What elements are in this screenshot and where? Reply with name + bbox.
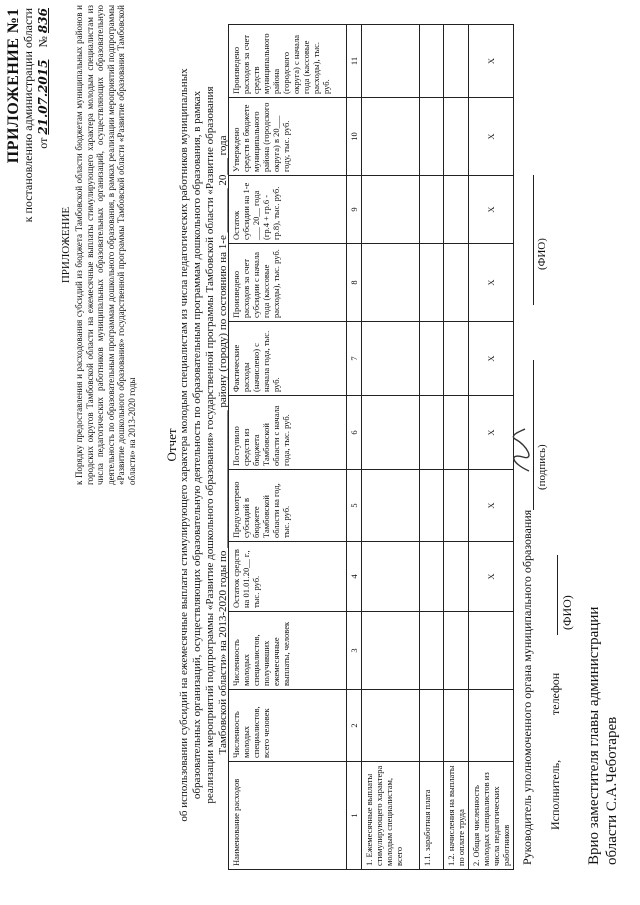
report-line-2: образовательных организаций, осуществляющих образовательную деятельность по образовательным программам дошкольного образования, в рамках [191, 90, 203, 800]
x-mark: X [469, 244, 514, 322]
decree-date: 21.07.2015 [36, 59, 50, 135]
table-cell [362, 25, 420, 98]
row-label: 1. Ежемесячные выплаты стимулирующего характера молодым специалистам, всего [362, 762, 420, 870]
to-decree-text: к постановлению администрации области [21, 8, 35, 223]
report-table [228, 24, 514, 870]
table-cell [420, 470, 444, 542]
report-header [165, 45, 230, 845]
executor-fio-caption: (ФИО) [560, 595, 574, 630]
report-line-3: реализации мероприятий подпрограммы «Развитие дошкольного образования» государственной программы Тамбовской области «Развитие образования [204, 86, 216, 804]
table-cell [444, 542, 469, 612]
table-cell [420, 244, 444, 322]
handwritten-signature [505, 425, 539, 475]
table-cell [420, 396, 444, 470]
header-cell: Остаток средств на 01.01.20__ г., тыс. руб. [229, 542, 347, 612]
x-mark: X [469, 542, 514, 612]
table-cell [469, 690, 514, 762]
table-cell [420, 542, 444, 612]
table-cell [362, 244, 420, 322]
report-line-4: Тамбовской области» на 2013-2020 годы по _________________________ району (городу) по состоянию на 1-е ________ 20___ года [217, 135, 229, 755]
x-mark: X [469, 176, 514, 244]
deputy-name: области С.А.Чеботарев [604, 716, 620, 865]
header-cell: Произведено расходов за счет субсидии с начала года (кассовые расходы), тыс. руб. [229, 244, 347, 322]
table-cell [444, 98, 469, 176]
table-cell [444, 690, 469, 762]
table-cell [362, 470, 420, 542]
deputy-title: Врио заместителя главы администрации [586, 606, 602, 865]
decree-date-line: от 21.07.2015 № 836 [36, 8, 50, 149]
annex-title: ПРИЛОЖЕНИЕ №1 [5, 8, 22, 164]
table-cell [362, 690, 420, 762]
table-cell [362, 542, 420, 612]
x-mark: X [469, 396, 514, 470]
header-cell: Наименование расходов [229, 762, 347, 870]
phone-label: телефон [548, 672, 562, 715]
header-cell: Остаток субсидии на 1-е ___ 20__ года (гр.4 + гр.6 - гр.8), тыс. руб. [229, 176, 347, 244]
header-cell: Произведено расходов за счет средств муниципального района (городского округа) с начала года (кассовые расходы), тыс. руб. [229, 25, 347, 98]
fio-caption: (ФИО) [536, 238, 548, 270]
col-number: 2 [347, 690, 362, 762]
col-number: 10 [347, 98, 362, 176]
header-cell: Численность молодых специалистов, получивших ежемесячные выплаты, человек [229, 612, 347, 690]
col-number: 7 [347, 322, 362, 396]
table-cell [444, 244, 469, 322]
table-cell [420, 25, 444, 98]
header-cell: Предусмотрено субсидий в бюджете Тамбовской области на год, тыс. руб. [229, 470, 347, 542]
table-cell [420, 690, 444, 762]
table-cell [362, 322, 420, 396]
table-header-row [229, 25, 347, 870]
table-cell [444, 612, 469, 690]
table-cell [444, 396, 469, 470]
row-label: 1.2. начисления на выплаты по оплате труда [444, 762, 469, 870]
table-cell [444, 25, 469, 98]
col-number: 8 [347, 244, 362, 322]
head-signature-label: Руководитель уполномоченного органа муниципального образования [520, 509, 534, 865]
appendix-title: ПРИЛОЖЕНИЕ [60, 206, 72, 284]
col-number: 11 [347, 25, 362, 98]
x-mark: X [469, 98, 514, 176]
x-mark: X [469, 322, 514, 396]
x-mark: X [469, 470, 514, 542]
table-cell [444, 470, 469, 542]
appendix-block [60, 5, 137, 485]
header-cell: Поступило средств из бюджета Тамбовской области с начала года, тыс. руб. [229, 396, 347, 470]
row-label: 1.1. заработная плата [420, 762, 444, 870]
col-number: 3 [347, 612, 362, 690]
column-number-row [347, 25, 362, 870]
table-row [444, 25, 469, 870]
executor-line [557, 555, 558, 635]
col-number: 9 [347, 176, 362, 244]
header-cell: Численность молодых специалистов, всего человек [229, 690, 347, 762]
col-number: 6 [347, 396, 362, 470]
row-label: 2. Общая численность молодых специалистов из числа педагогических работников [469, 762, 514, 870]
x-mark: X [469, 25, 514, 98]
table-row [420, 25, 444, 870]
appendix-text: к Порядку предоставления и расходования субсидий из бюджета Тамбовской области бюджетам муниципальных районов и городских округов Тамбовской области на ежемесячные выплаты стимулирующего характера молодым специалистам из числа педагогических работников муниципальных образовательных организаций, осуществляющих образовательную деятельность по образовательным программам дошкольного образования, в рамках реализации мероприятий подпрограммы «Развитие дошкольного образования» государственной программы Тамбовской области «Развитие образования Тамбовской области» на 2013-2020 годы [74, 5, 137, 485]
report-line-1: об использовании субсидий на ежемесячные выплаты стимулирующего характера молодым специалистам из числа педагогических работников муниципальных [178, 68, 190, 822]
table-cell [420, 322, 444, 396]
table-cell [420, 612, 444, 690]
header-cell: Фактические расходы (начислено) с начала года, тыс. руб. [229, 322, 347, 396]
table-row [362, 25, 420, 870]
executor-label: Исполнитель, [548, 759, 562, 830]
table-cell [362, 612, 420, 690]
decree-number: 836 [36, 8, 50, 34]
report-title: Отчет [164, 428, 179, 462]
table-cell [362, 396, 420, 470]
table-cell [420, 98, 444, 176]
decree-header [6, 8, 51, 222]
table-cell [469, 612, 514, 690]
table-cell [362, 98, 420, 176]
table-cell [420, 176, 444, 244]
header-cell: Утверждено средств в бюджете муниципального района (городского округа) в 20___ году, тыс. руб. [229, 98, 347, 176]
col-number: 1 [347, 762, 362, 870]
signature-caption: (подпись) [536, 444, 548, 490]
table-cell [444, 322, 469, 396]
table-cell [362, 176, 420, 244]
col-number: 4 [347, 542, 362, 612]
col-number: 5 [347, 470, 362, 542]
table-cell [444, 176, 469, 244]
fio-line [533, 175, 534, 305]
